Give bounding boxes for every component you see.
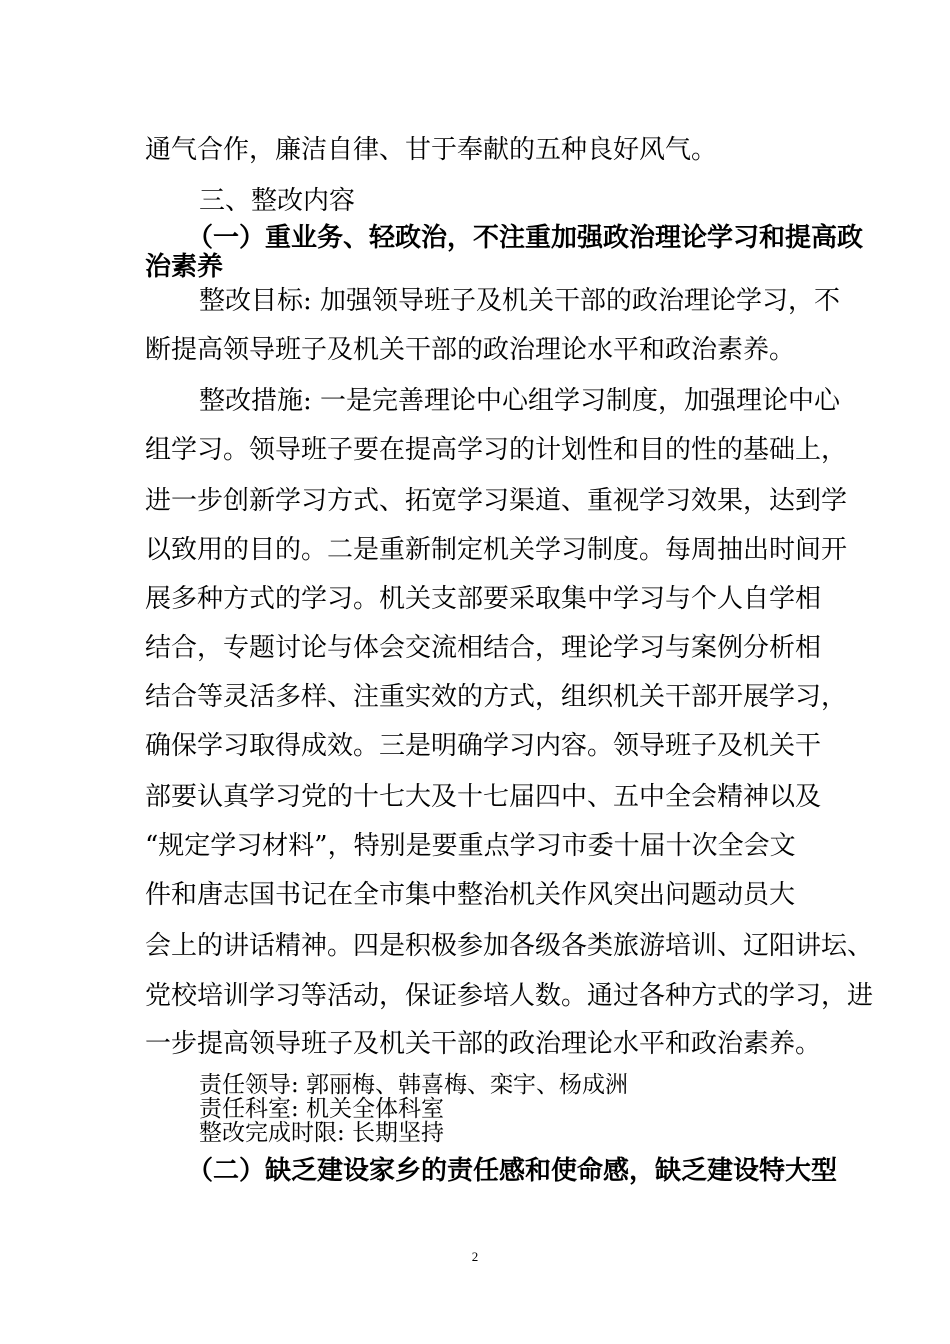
- paragraph-line: 进一步创新学习方式、拓宽学习渠道、重视学习效果，达到学: [145, 486, 848, 516]
- paragraph-line: 断提高领导班子及机关干部的政治理论水平和政治素养。: [145, 335, 796, 365]
- responsible-leaders: 责任领导: 郭丽梅、韩喜梅、栾宇、杨成洲: [199, 1072, 629, 1098]
- paragraph-line: 件和唐志国书记在全市集中整治机关作风突出问题动员大: [145, 880, 796, 910]
- section-heading: 三、整改内容: [199, 186, 356, 216]
- paragraph-line: “规定学习材料”，特别是要重点学习市委十届十次全会文: [145, 831, 796, 861]
- paragraph-line: 整改措施: 一是完善理论中心组学习制度，加强理论中心: [199, 386, 841, 416]
- paragraph-line: 整改目标: 加强领导班子及机关干部的政治理论学习，不: [199, 286, 841, 316]
- paragraph-line: 确保学习取得成效。三是明确学习内容。领导班子及机关干: [145, 731, 822, 761]
- responsible-office: 责任科室: 机关全体科室: [199, 1096, 445, 1122]
- paragraph-line: 部要认真学习党的十七大及十七届四中、五中全会精神以及: [145, 782, 822, 812]
- paragraph-line: 展多种方式的学习。机关支部要采取集中学习与个人自学相: [145, 584, 822, 614]
- page-number: 2: [471, 1249, 479, 1264]
- deadline: 整改完成时限: 长期坚持: [199, 1120, 445, 1146]
- paragraph-line: 结合等灵活多样、注重实效的方式，组织机关干部开展学习，: [145, 682, 848, 712]
- paragraph-line: 会上的讲话精神。四是积极参加各级各类旅游培训、辽阳讲坛、: [145, 931, 874, 961]
- paragraph-line: 以致用的目的。二是重新制定机关学习制度。每周抽出时间开: [145, 535, 848, 565]
- paragraph-line: 党校培训学习等活动，保证参培人数。通过各种方式的学习，进: [145, 981, 874, 1011]
- subsection-heading: （二）缺乏建设家乡的责任感和使命感，缺乏建设特大型: [187, 1156, 838, 1186]
- paragraph-line: 通气合作，廉洁自律、甘于奉献的五种良好风气。: [145, 135, 718, 165]
- subsection-heading: 治素养: [145, 252, 224, 282]
- paragraph-line: 一步提高领导班子及机关干部的政治理论水平和政治素养。: [145, 1029, 822, 1059]
- subsection-heading: （一）重业务、轻政治，不注重加强政治理论学习和提高政: [187, 223, 864, 253]
- paragraph-line: 组学习。领导班子要在提高学习的计划性和目的性的基础上，: [145, 435, 848, 465]
- paragraph-line: 结合，专题讨论与体会交流相结合，理论学习与案例分析相: [145, 633, 822, 663]
